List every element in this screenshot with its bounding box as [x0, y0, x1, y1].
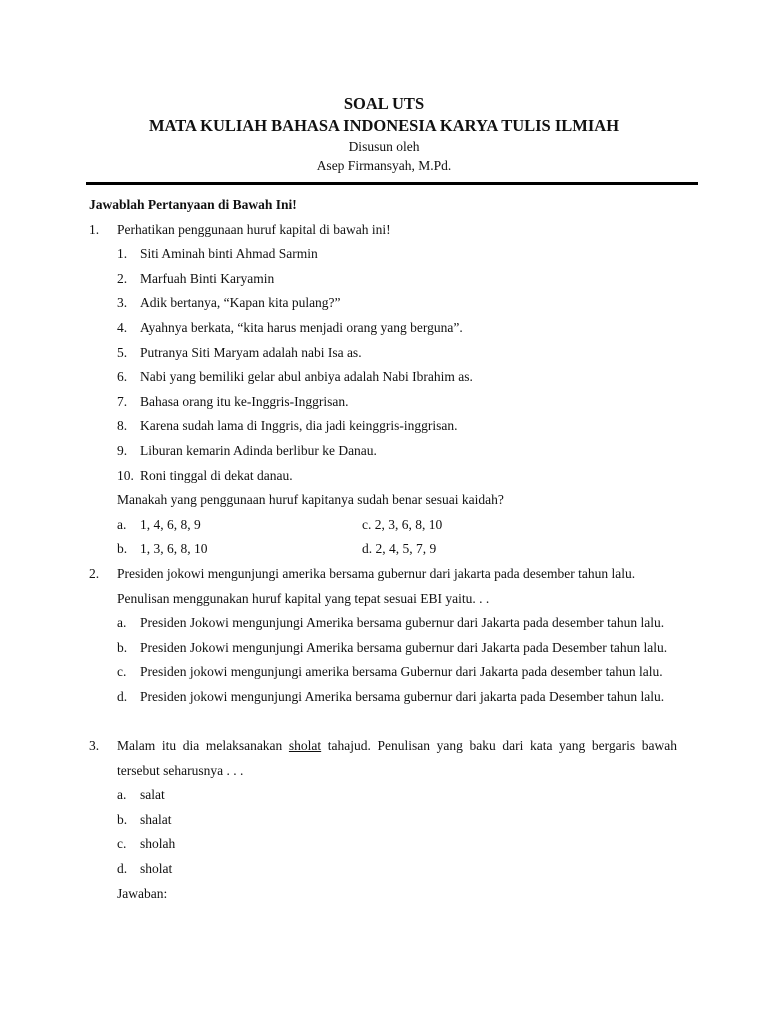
document-header	[0, 93, 768, 175]
option-a[interactable]: a. 1, 4, 6, 8, 9	[117, 516, 201, 532]
composed-by: Disusun oleh	[348, 139, 420, 154]
question-prompt: Manakah yang penggunaan huruf kapitanya sudah benar sesuai kaidah?	[117, 492, 504, 508]
list-item: 9. Liburan kemarin Adinda berlibur ke Danau.	[117, 442, 377, 458]
question-3	[89, 734, 677, 906]
option-b[interactable]: b. 1, 3, 6, 8, 10	[117, 541, 208, 557]
option-c[interactable]: c. sholah	[117, 836, 176, 852]
list-item: 4. Ayahnya berkata, “kita harus menjadi orang yang berguna”.	[117, 319, 463, 335]
list-item: 3. Adik bertanya, “Kapan kita pulang?”	[117, 295, 341, 311]
option-b[interactable]: b. shalat	[117, 811, 172, 827]
question-body	[117, 218, 677, 562]
option-d[interactable]: d. 2, 4, 5, 7, 9	[362, 541, 437, 557]
question-number: 2.	[89, 565, 100, 581]
question-number: 1.	[89, 221, 100, 237]
header-divider	[86, 182, 698, 185]
option-b[interactable]: b. Presiden Jokowi mengunjungi Amerika bersama gubernur dari Jakarta pada Desember tahun lalu.	[117, 639, 668, 655]
option-c[interactable]: c. 2, 3, 6, 8, 10	[362, 516, 443, 532]
underlined-word: sholat	[288, 738, 322, 754]
option-c[interactable]: c. Presiden jokowi mengunjungi amerika bersama Gubernur dari Jakarta pada desember tahun lalu.	[117, 664, 663, 680]
list-item: 6. Nabi yang bemiliki gelar abul anbiya adalah Nabi Ibrahim as.	[117, 369, 473, 385]
list-item: 7. Bahasa orang itu ke-Inggris-Inggrisan.	[117, 393, 349, 409]
exam-content	[89, 193, 677, 906]
list-item: 2. Marfuah Binti Karyamin	[117, 270, 275, 286]
instruction: Jawablah Pertanyaan di Bawah Ini!	[89, 197, 297, 212]
course-title: MATA KULIAH BAHASA INDONESIA KARYA TULIS ILMIAH	[148, 116, 620, 135]
question-1	[89, 218, 677, 562]
options-row-1	[117, 513, 677, 538]
question-2	[89, 562, 677, 710]
question-body	[117, 734, 677, 906]
exam-title: SOAL UTS	[343, 94, 425, 113]
list-item: 8. Karena sudah lama di Inggris, dia jadi keinggris-inggrisan.	[117, 418, 458, 434]
question-text: Presiden jokowi mengunjungi amerika bersama gubernur dari jakarta pada desember tahun lalu.	[117, 565, 636, 581]
option-d[interactable]: d. sholat	[117, 861, 173, 877]
option-a[interactable]: a. salat	[117, 787, 165, 803]
question-body	[117, 562, 677, 710]
question-text: Malam itu dia melaksanakan sholat tahajud. Penulisan yang baku dari kata yang bergaris bawah tersebut seharusnya . . .	[117, 738, 677, 778]
list-item: 5. Putranya Siti Maryam adalah nabi Isa as.	[117, 344, 362, 360]
author-name: Asep Firmansyah, M.Pd.	[316, 158, 452, 173]
spacer	[89, 709, 677, 734]
answer-label: Jawaban:	[117, 885, 168, 901]
question-number: 3.	[89, 738, 100, 754]
question-text: Perhatikan penggunaan huruf kapital di bawah ini!	[117, 221, 391, 237]
option-a[interactable]: a. Presiden Jokowi mengunjungi Amerika bersama gubernur dari Jakarta pada desember tahun lalu.	[117, 615, 665, 631]
list-item: 1. Siti Aminah binti Ahmad Sarmin	[117, 246, 318, 262]
options-row-2	[117, 537, 677, 562]
option-d[interactable]: d. Presiden jokowi mengunjungi Amerika bersama gubernur dari jakarta pada Desember tahun lalu.	[117, 688, 665, 704]
question-prompt: Penulisan menggunakan huruf kapital yang tepat sesuai EBI yaitu. . .	[117, 590, 490, 606]
list-item: 10. Roni tinggal di dekat danau.	[117, 467, 293, 483]
